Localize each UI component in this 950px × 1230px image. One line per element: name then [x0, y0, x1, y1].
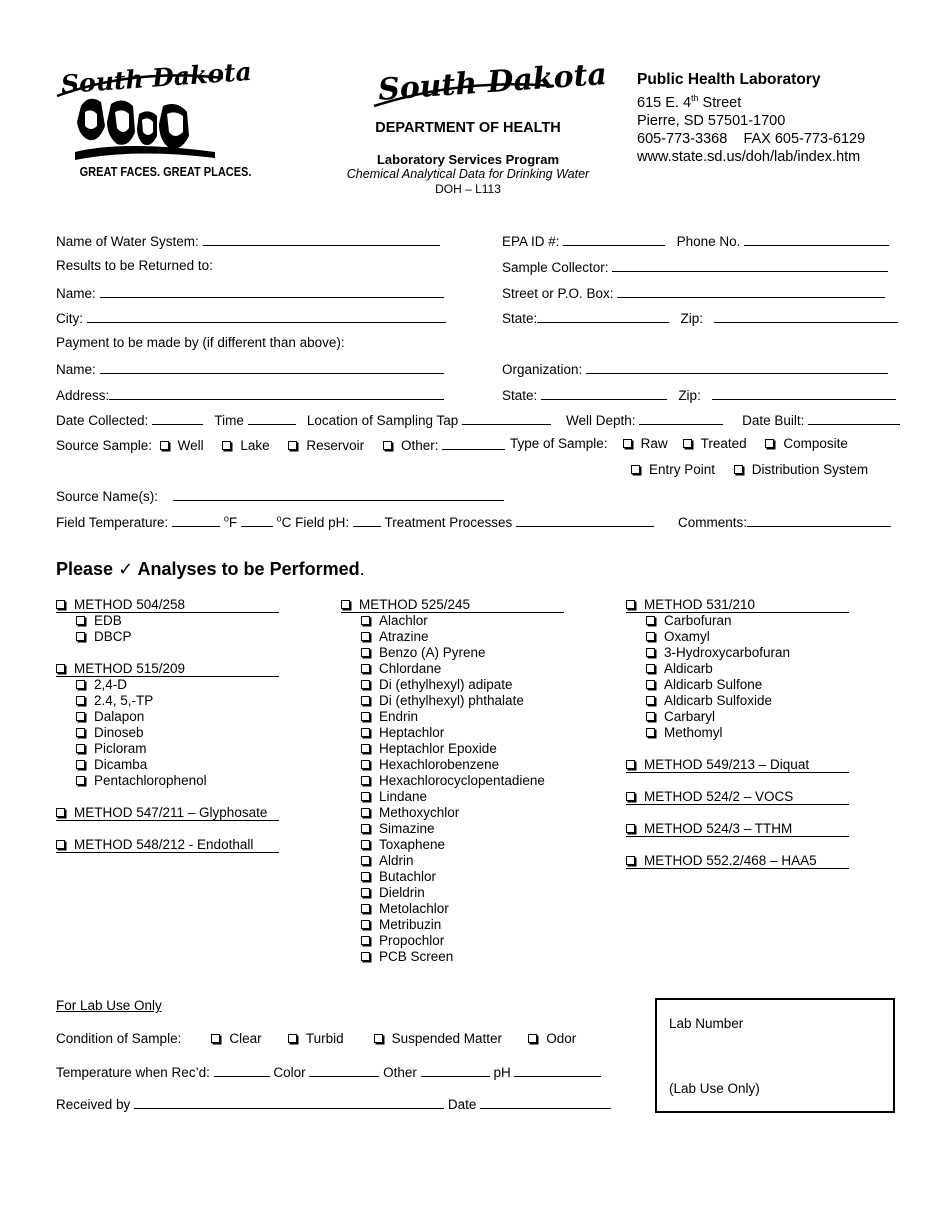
analyte-label: 3-Hydroxycarbofuran — [664, 645, 791, 660]
analyte-label: Propochlor — [379, 933, 445, 948]
address-row: Address: — [56, 386, 444, 403]
analyte-checkbox[interactable] — [361, 920, 370, 929]
form-code: DOH – L113 — [435, 182, 501, 196]
analyte-checkbox-row[interactable] — [626, 661, 849, 677]
temp-recd-field[interactable] — [214, 1063, 270, 1077]
state-zip-row-2: State: Zip: — [502, 386, 896, 403]
spacer — [626, 805, 849, 821]
city-field[interactable] — [87, 309, 446, 323]
analyte-checkbox[interactable] — [646, 664, 655, 673]
type-sample-row: Type of Sample: Raw Treated Composite — [510, 436, 848, 451]
lab-website[interactable]: www.state.sd.us/doh/lab/index.htm — [637, 148, 861, 165]
city-row: City: — [56, 309, 446, 326]
analyte-checkbox-row[interactable] — [341, 901, 564, 917]
received-date-field[interactable] — [480, 1095, 611, 1109]
analyte-label: Chlordane — [379, 661, 442, 676]
analyte-checkbox[interactable] — [646, 632, 655, 641]
analyte-label: Carbaryl — [664, 709, 716, 724]
analyte-checkbox[interactable] — [361, 760, 370, 769]
analyte-checkbox[interactable] — [361, 792, 370, 801]
analyte-label: Di (ethylhexyl) adipate — [379, 677, 513, 692]
method-checkbox-row[interactable] — [56, 597, 279, 613]
analyte-checkbox[interactable] — [76, 680, 85, 689]
analyte-checkbox-row[interactable] — [341, 613, 564, 629]
method-checkbox[interactable] — [56, 600, 65, 609]
analyte-label: Pentachlorophenol — [94, 773, 207, 788]
analyte-label: Dalapon — [94, 709, 145, 724]
analyte-label: Benzo (A) Pyrene — [379, 645, 486, 660]
analyte-checkbox[interactable] — [76, 728, 85, 737]
analyte-label: Carbofuran — [664, 613, 732, 628]
analyte-checkbox-row[interactable] — [626, 709, 849, 725]
lab-use-title: For Lab Use Only — [56, 998, 162, 1013]
analyte-checkbox-row[interactable] — [341, 629, 564, 645]
organization-field[interactable] — [586, 360, 888, 374]
field-temp-f-field[interactable] — [172, 513, 220, 527]
analyte-checkbox[interactable] — [361, 776, 370, 785]
other-source-checkbox[interactable] — [383, 441, 392, 450]
distribution-system-checkbox[interactable] — [734, 465, 743, 474]
water-system-field[interactable] — [203, 232, 440, 246]
analyte-checkbox-row[interactable] — [341, 853, 564, 869]
analyte-label: Aldicarb Sulfoxide — [664, 693, 773, 708]
analyte-checkbox[interactable] — [361, 632, 370, 641]
department-title: DEPARTMENT OF HEALTH — [375, 120, 561, 136]
analyte-checkbox[interactable] — [361, 696, 370, 705]
analyte-label: DBCP — [94, 629, 132, 644]
method-checkbox-row[interactable] — [626, 821, 849, 837]
received-row: Received by Date — [56, 1095, 611, 1112]
analyte-checkbox[interactable] — [361, 616, 370, 625]
analyte-label: 2.4, 5,-TP — [94, 693, 154, 708]
spacer — [56, 821, 279, 837]
well-checkbox[interactable] — [160, 441, 169, 450]
analyte-label: Dinoseb — [94, 725, 144, 740]
analyte-checkbox-row[interactable] — [56, 773, 279, 789]
analyte-checkbox-row[interactable] — [341, 645, 564, 661]
analyte-checkbox[interactable] — [361, 712, 370, 721]
analyte-checkbox-row[interactable] — [341, 741, 564, 757]
analyses-column-1 — [56, 597, 279, 853]
source-names-field[interactable] — [173, 487, 504, 501]
comments-field[interactable] — [747, 513, 891, 527]
analyte-checkbox-row[interactable] — [626, 629, 849, 645]
analyte-checkbox-row[interactable] — [341, 805, 564, 821]
analyte-checkbox[interactable] — [361, 936, 370, 945]
analyte-label: Hexachlorobenzene — [379, 757, 500, 772]
analyte-checkbox-row[interactable] — [56, 677, 279, 693]
phone-field[interactable] — [744, 232, 889, 246]
analyte-checkbox-row[interactable] — [341, 709, 564, 725]
well-depth-field[interactable] — [639, 411, 723, 425]
analyses-column-2 — [341, 597, 564, 965]
name2-row: Name: — [56, 360, 444, 377]
sample-collector-field[interactable] — [612, 258, 888, 272]
received-by-field[interactable] — [134, 1095, 444, 1109]
analyte-label: Metribuzin — [379, 917, 442, 932]
analyte-checkbox-row[interactable] — [341, 725, 564, 741]
analyte-label: Simazine — [379, 821, 435, 836]
logo-script: South Dakota — [60, 56, 253, 100]
lab-number-label: Lab Number — [669, 1016, 744, 1031]
method-checkbox-row[interactable] — [341, 597, 564, 613]
method-checkbox-row[interactable] — [626, 757, 849, 773]
color-field[interactable] — [309, 1063, 379, 1077]
analyte-checkbox[interactable] — [361, 808, 370, 817]
analyte-label: Methomyl — [664, 725, 723, 740]
analyte-label: Aldicarb — [664, 661, 713, 676]
results-returned-label: Results to be Returned to: — [56, 258, 213, 273]
analyte-checkbox[interactable] — [76, 744, 85, 753]
method-checkbox-row[interactable] — [626, 853, 849, 869]
analyte-checkbox[interactable] — [361, 840, 370, 849]
analyte-checkbox[interactable] — [646, 680, 655, 689]
method-checkbox[interactable] — [56, 808, 65, 817]
method-checkbox[interactable] — [626, 792, 635, 801]
spacer — [626, 837, 849, 853]
lake-checkbox[interactable] — [222, 441, 231, 450]
spacer — [626, 741, 849, 757]
temperature-row: Temperature when Rec’d: Color Other pH — [56, 1063, 601, 1080]
method-checkbox-row[interactable] — [56, 661, 279, 677]
analyte-label: PCB Screen — [379, 949, 454, 964]
analyte-checkbox-row[interactable] — [341, 789, 564, 805]
logo-tagline: GREAT FACES. GREAT PLACES. — [79, 165, 252, 180]
analyte-checkbox-row[interactable] — [341, 933, 564, 949]
analyte-label: Hexachlorocyclopentadiene — [379, 773, 545, 788]
reservoir-checkbox[interactable] — [288, 441, 297, 450]
analyte-label: Endrin — [379, 709, 419, 724]
payment-label: Payment to be made by (if different than above): — [56, 335, 345, 350]
analyte-checkbox[interactable] — [361, 888, 370, 897]
method-label: METHOD 524/2 – VOCS — [644, 789, 794, 804]
epa-id-row: EPA ID #: Phone No. — [502, 232, 889, 249]
analyte-checkbox[interactable] — [361, 872, 370, 881]
analyte-label: 2,4-D — [94, 677, 128, 692]
name1-row: Name: — [56, 284, 444, 301]
field-temp-c-field[interactable] — [241, 513, 273, 527]
analyses-title: Please ✓ Analyses to be Performed. — [56, 559, 365, 579]
analyte-checkbox[interactable] — [361, 664, 370, 673]
other-source-field[interactable] — [442, 436, 505, 450]
analyte-checkbox[interactable] — [76, 776, 85, 785]
analyte-label: Dieldrin — [379, 885, 425, 900]
other-field[interactable] — [421, 1063, 490, 1077]
analyte-label: Atrazine — [379, 629, 429, 644]
analyte-checkbox-row[interactable] — [56, 629, 279, 645]
analyte-checkbox-row[interactable] — [626, 677, 849, 693]
location-tap-field[interactable] — [462, 411, 551, 425]
state2-field[interactable] — [541, 386, 667, 400]
analyte-checkbox-row[interactable] — [626, 725, 849, 741]
clear-checkbox[interactable] — [211, 1034, 220, 1043]
south-dakota-wordmark — [372, 56, 608, 112]
method-checkbox[interactable] — [341, 600, 350, 609]
date-built-field[interactable] — [808, 411, 900, 425]
treated-checkbox[interactable] — [683, 439, 692, 448]
composite-checkbox[interactable] — [765, 439, 774, 448]
method-checkbox[interactable] — [626, 824, 635, 833]
method-label: METHOD 547/211 – Glyphosate — [74, 805, 268, 820]
analyte-label: Dicamba — [94, 757, 148, 772]
condition-row: Condition of Sample: Clear Turbid Suspended Matter Odor — [56, 1031, 577, 1046]
method-checkbox[interactable] — [56, 664, 65, 673]
source-sample-row: Source Sample: Well Lake Reservoir Other: — [56, 436, 505, 453]
street-field[interactable] — [617, 284, 885, 298]
analyte-checkbox[interactable] — [361, 744, 370, 753]
analyte-checkbox-row[interactable] — [341, 821, 564, 837]
analyte-checkbox-row[interactable] — [341, 757, 564, 773]
method-label: METHOD 549/213 – Diquat — [644, 757, 810, 772]
analyte-checkbox-row[interactable] — [56, 741, 279, 757]
program-title: Laboratory Services Program — [376, 152, 560, 167]
checkmark-icon: ✓ — [118, 559, 134, 579]
water-system-row: Name of Water System: — [56, 232, 440, 249]
field-ph-field[interactable] — [353, 513, 381, 527]
epa-id-field[interactable] — [563, 232, 665, 246]
ph-field[interactable] — [514, 1063, 601, 1077]
analyte-checkbox-row[interactable] — [626, 693, 849, 709]
source-names-row: Source Name(s): — [56, 487, 504, 504]
analyte-label: Di (ethylhexyl) phthalate — [379, 693, 524, 708]
sample-collector-row: Sample Collector: — [502, 258, 888, 275]
form-title: Chemical Analytical Data for Drinking Water — [346, 167, 590, 181]
method-checkbox-row[interactable] — [56, 837, 279, 853]
analyte-checkbox-row[interactable] — [341, 677, 564, 693]
analyte-label: Metolachlor — [379, 901, 449, 916]
zip1-field[interactable] — [714, 309, 898, 323]
analyte-checkbox[interactable] — [76, 712, 85, 721]
address-field[interactable] — [109, 386, 444, 400]
type-sample-row-2: Entry Point Distribution System — [631, 462, 868, 477]
analyte-label: Aldicarb Sulfone — [664, 677, 763, 692]
analyte-checkbox[interactable] — [646, 616, 655, 625]
organization-row: Organization: — [502, 360, 888, 377]
method-label: METHOD 504/258 — [74, 597, 186, 612]
analyte-checkbox-row[interactable] — [56, 613, 279, 629]
analyte-checkbox[interactable] — [76, 760, 85, 769]
method-label: METHOD 525/245 — [359, 597, 471, 612]
analyte-label: Toxaphene — [379, 837, 446, 852]
state-zip-row-1: State: Zip: — [502, 309, 898, 326]
treatment-field[interactable] — [516, 513, 654, 527]
south-dakota-logo — [55, 56, 253, 184]
date-collected-field[interactable] — [152, 411, 203, 425]
analyte-label: Heptachlor Epoxide — [379, 741, 497, 756]
analyte-checkbox[interactable] — [361, 728, 370, 737]
lab-address-block — [637, 71, 865, 166]
lab-street: 615 E. 4th Street — [637, 93, 742, 111]
analyte-checkbox[interactable] — [646, 728, 655, 737]
analyte-checkbox-row[interactable] — [341, 773, 564, 789]
analyte-checkbox-row[interactable] — [56, 757, 279, 773]
turbid-checkbox[interactable] — [288, 1034, 297, 1043]
method-label: METHOD 524/3 – TTHM — [644, 821, 793, 836]
analyte-label: EDB — [94, 613, 122, 628]
analyte-checkbox-row[interactable] — [56, 693, 279, 709]
method-label: METHOD 531/210 — [644, 597, 756, 612]
comments-row: Comments: — [678, 513, 891, 530]
lab-city: Pierre, SD 57501-1700 — [637, 112, 786, 129]
analyte-checkbox[interactable] — [361, 680, 370, 689]
lab-phone-fax: 605-773-3368 FAX 605-773-6129 — [637, 130, 866, 147]
analyte-checkbox[interactable] — [646, 696, 655, 705]
analyte-checkbox[interactable] — [76, 696, 85, 705]
analyte-label: Alachlor — [379, 613, 428, 628]
analyte-checkbox[interactable] — [361, 904, 370, 913]
analyte-checkbox-row[interactable] — [341, 917, 564, 933]
analyses-column-3 — [626, 597, 849, 869]
method-checkbox[interactable] — [56, 840, 65, 849]
odor-checkbox[interactable] — [528, 1034, 537, 1043]
analyte-checkbox-row[interactable] — [341, 869, 564, 885]
spacer — [56, 789, 279, 805]
entry-point-checkbox[interactable] — [631, 465, 640, 474]
method-label: METHOD 552.2/468 – HAA5 — [644, 853, 817, 868]
analyte-checkbox-row[interactable] — [341, 949, 564, 965]
street-row: Street or P.O. Box: — [502, 284, 885, 301]
method-checkbox[interactable] — [626, 600, 635, 609]
analyte-label: Butachlor — [379, 869, 437, 884]
analyte-label: Picloram — [94, 741, 147, 756]
spacer — [626, 773, 849, 789]
analyte-checkbox-row[interactable] — [341, 885, 564, 901]
field-temp-row: Field Temperature: $^o$F $^o$C Field pH: Treatment Processes — [56, 513, 654, 530]
wordmark-script: South Dakota — [376, 56, 608, 108]
analyte-label: Lindane — [379, 789, 428, 804]
analyte-checkbox-row[interactable] — [626, 645, 849, 661]
name1-field[interactable] — [100, 284, 444, 298]
method-checkbox-row[interactable] — [626, 597, 849, 613]
lab-number-box[interactable] — [655, 998, 895, 1113]
zip2-field[interactable] — [712, 386, 896, 400]
name2-field[interactable] — [100, 360, 444, 374]
analyte-checkbox[interactable] — [361, 952, 370, 961]
method-checkbox-row[interactable] — [626, 789, 849, 805]
analyte-label: Oxamyl — [664, 629, 710, 644]
analyte-label: Aldrin — [379, 853, 414, 868]
method-checkbox[interactable] — [626, 856, 635, 865]
state1-field[interactable] — [537, 309, 669, 323]
lab-name: Public Health Laboratory — [637, 71, 821, 88]
method-checkbox[interactable] — [626, 760, 635, 769]
time-field[interactable] — [248, 411, 296, 425]
analyte-checkbox[interactable] — [646, 648, 655, 657]
analyte-checkbox[interactable] — [361, 824, 370, 833]
analyte-checkbox-row[interactable] — [56, 725, 279, 741]
analyte-checkbox-row[interactable] — [341, 693, 564, 709]
analyte-checkbox[interactable] — [361, 648, 370, 657]
analyte-checkbox-row[interactable] — [56, 709, 279, 725]
method-label: METHOD 515/209 — [74, 661, 186, 676]
spacer — [56, 645, 279, 661]
analyte-checkbox[interactable] — [76, 616, 85, 625]
analyte-checkbox[interactable] — [76, 632, 85, 641]
suspended-matter-checkbox[interactable] — [374, 1034, 383, 1043]
analyte-label: Heptachlor — [379, 725, 445, 740]
analyte-checkbox-row[interactable] — [341, 837, 564, 853]
analyte-checkbox[interactable] — [646, 712, 655, 721]
method-label: METHOD 548/212 - Endothall — [74, 837, 254, 852]
lab-use-only-note: (Lab Use Only) — [669, 1081, 760, 1096]
collection-row: Date Collected: Time Location of Sampling Tap Well Depth: Date Built: — [56, 411, 900, 428]
analyte-checkbox-row[interactable] — [626, 613, 849, 629]
raw-checkbox[interactable] — [623, 439, 632, 448]
method-checkbox-row[interactable] — [56, 805, 279, 821]
analyte-checkbox-row[interactable] — [341, 661, 564, 677]
analyte-label: Methoxychlor — [379, 805, 460, 820]
analyte-checkbox[interactable] — [361, 856, 370, 865]
